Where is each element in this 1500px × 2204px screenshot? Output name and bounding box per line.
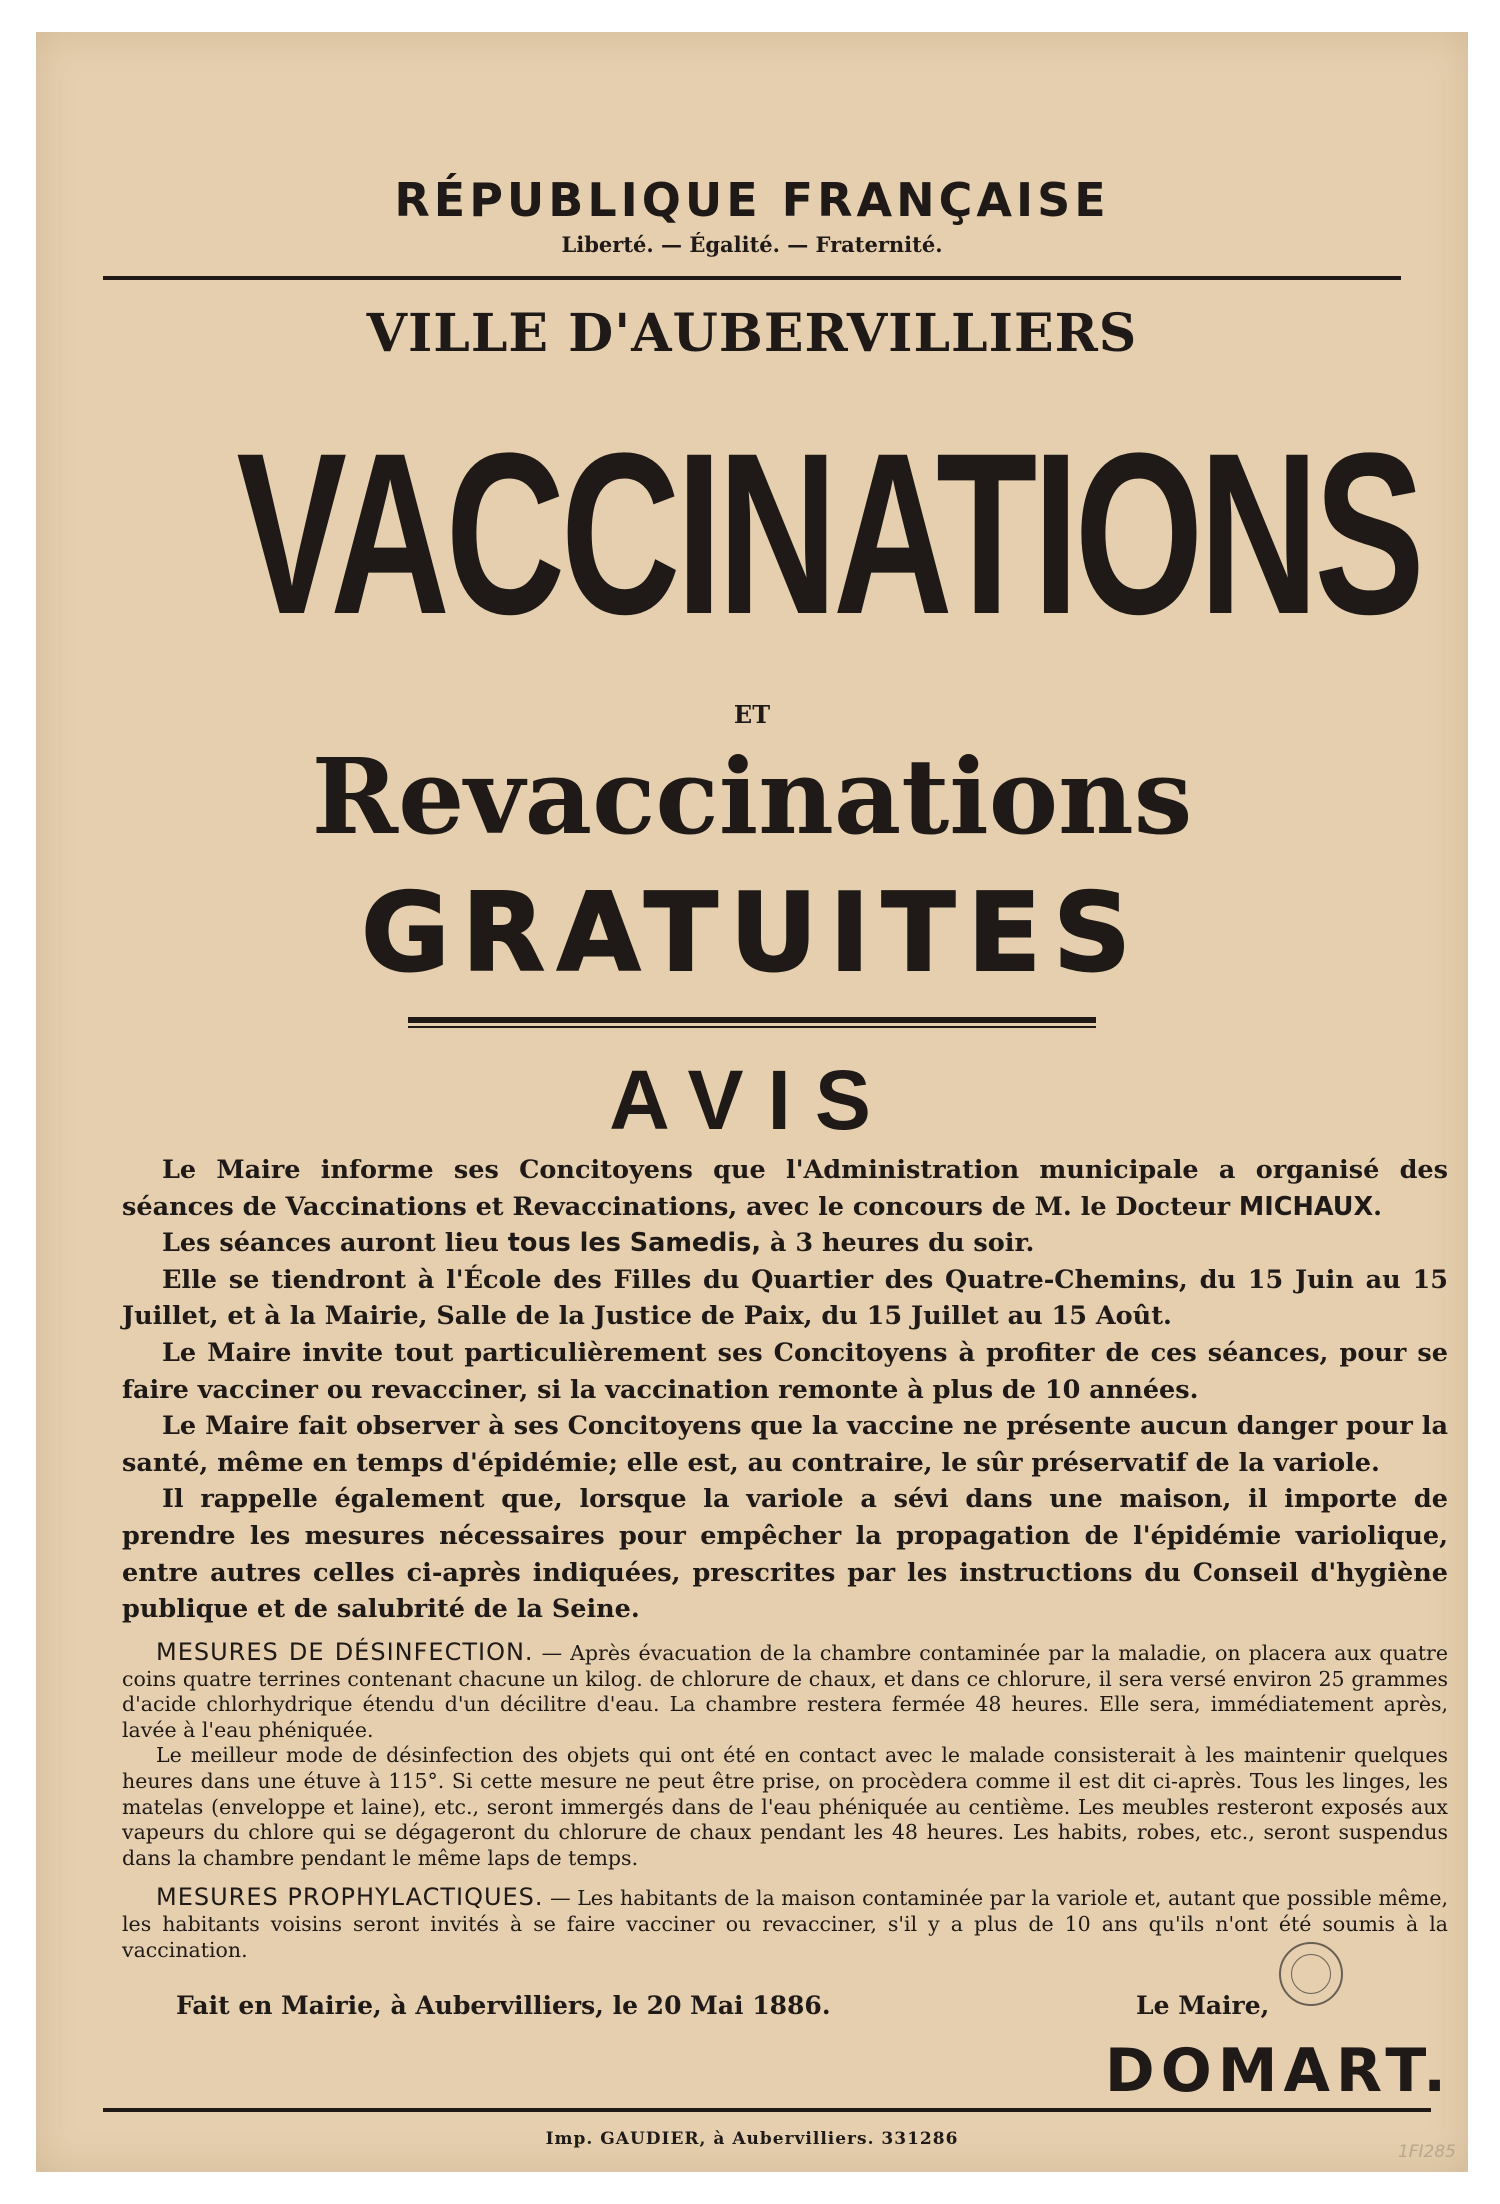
filet-milieu-fin bbox=[408, 1026, 1096, 1028]
titre-vaccinations: VACCINATIONS bbox=[236, 405, 1421, 662]
le-maire: Le Maire, bbox=[1136, 1991, 1270, 2020]
filet-bas bbox=[103, 2108, 1431, 2112]
jour-seances: tous les Samedis, bbox=[507, 1228, 762, 1259]
titre-revaccinations: Revaccinations bbox=[311, 735, 1193, 858]
signature-domart: DOMART. bbox=[1104, 2036, 1452, 2106]
cote-archive: 1FI285 bbox=[1397, 2142, 1456, 2162]
mesures bbox=[122, 1640, 1448, 1963]
imprimeur: Imp. GAUDIER, à Aubervilliers. 331286 bbox=[545, 2129, 959, 2149]
nom-docteur: MICHAUX bbox=[1238, 1191, 1374, 1222]
republique-francaise: RÉPUBLIQUE FRANÇAISE bbox=[394, 173, 1110, 227]
affiche bbox=[36, 32, 1468, 2172]
devise: Liberté. — Égalité. — Fraternité. bbox=[561, 232, 943, 257]
archives-stamp-icon bbox=[1279, 1942, 1343, 2006]
paragraphe-2: Les séances auront lieu tous les Samedis, à 3 heures du soir. bbox=[162, 1228, 1035, 1259]
titre-desinfection: MESURES DE DÉSINFECTION. bbox=[156, 1638, 534, 1666]
titre-gratuites: GRATUITES bbox=[361, 871, 1143, 996]
mesures-desinfection-suite: Le meilleur mode de désinfection des objets qui ont été en contact avec le malade consisterait à les maintenir quelques heures dans une étuve à 115°. Si cette mesure ne peut être prise, on procèdera comme il est dit ci-après. Tous les linges, les matelas (enveloppe et laine), etc., seront immergés dans de l'eau phéniquée au centième. Les meubles resteront exposés aux vapeurs du chlore qui se dégageront du chlorure de chaux pendant les 48 heures. Les habits, robes, etc., seront suspendus dans la chambre pendant le même laps de temps. bbox=[122, 1743, 1448, 1870]
filet-haut bbox=[103, 276, 1401, 280]
fait-en-mairie: Fait en Mairie, à Aubervilliers, le 20 Mai 1886. bbox=[176, 1991, 831, 2020]
paragraphe-3: Elle se tiendront à l'École des Filles du Quartier des Quatre-Chemins, du 15 Juin au 15 Juillet, et à la Mairie, Salle de la Justice de Paix, du 15 Juillet au 15 Août. bbox=[122, 1264, 1448, 1332]
mesures-prophylactiques: MESURES PROPHYLACTIQUES. — Les habitants de la maison contaminée par la variole et, autant que possible même, les habitants voisins seront invités à se faire vacciner ou revacciner, s'il y a plus de 10 ans qu'ils n'ont été soumis à la vaccination. bbox=[122, 1883, 1448, 1962]
paragraphe-4: Le Maire invite tout particulièrement ses Concitoyens à profiter de ces séances, pour se faire vacciner ou revacciner, si la vaccination remonte à plus de 10 années. bbox=[122, 1337, 1448, 1405]
filet-milieu bbox=[408, 1017, 1096, 1023]
paragraphe-1: Le Maire informe ses Concitoyens que l'Administration municipale a organisé des séances de Vaccinations et Revaccinations, avec le concours de M. le Docteur MICHAUX. bbox=[122, 1155, 1448, 1222]
mesures-desinfection: MESURES DE DÉSINFECTION. — Après évacuation de la chambre contaminée par la maladie, on placera aux quatre coins quatre terrines contenant chacune un kilog. de chlorure de chaux, et dans ce chlorure, il sera versé environ 25 grammes d'acide chlorhydrique étendu d'un décilitre d'eau. La chambre restera fermée 48 heures. Elle sera, immédiatement après, lavée à l'eau phéniquée. bbox=[122, 1638, 1448, 1742]
titre-et: ET bbox=[733, 700, 771, 729]
titre-avis: AVIS bbox=[609, 1053, 895, 1147]
texte-avis bbox=[122, 1152, 1448, 1628]
paragraphe-6: Il rappelle également que, lorsque la variole a sévi dans une maison, il importe de prendre les mesures nécessaires pour empêcher la propagation de l'épidémie variolique, entre autres celles ci-après indiquées, prescrites par les instructions du Conseil d'hygiène publique et de salubrité de la Seine. bbox=[122, 1484, 1448, 1625]
ville-aubervilliers: VILLE D'AUBERVILLIERS bbox=[366, 303, 1138, 364]
paragraphe-5: Le Maire fait observer à ses Concitoyens que la vaccine ne présente aucun danger pour la santé, même en temps d'épidémie; elle est, au contraire, le sûr préservatif de la variole. bbox=[122, 1411, 1448, 1478]
titre-prophylactiques: MESURES PROPHYLACTIQUES. bbox=[156, 1883, 544, 1912]
